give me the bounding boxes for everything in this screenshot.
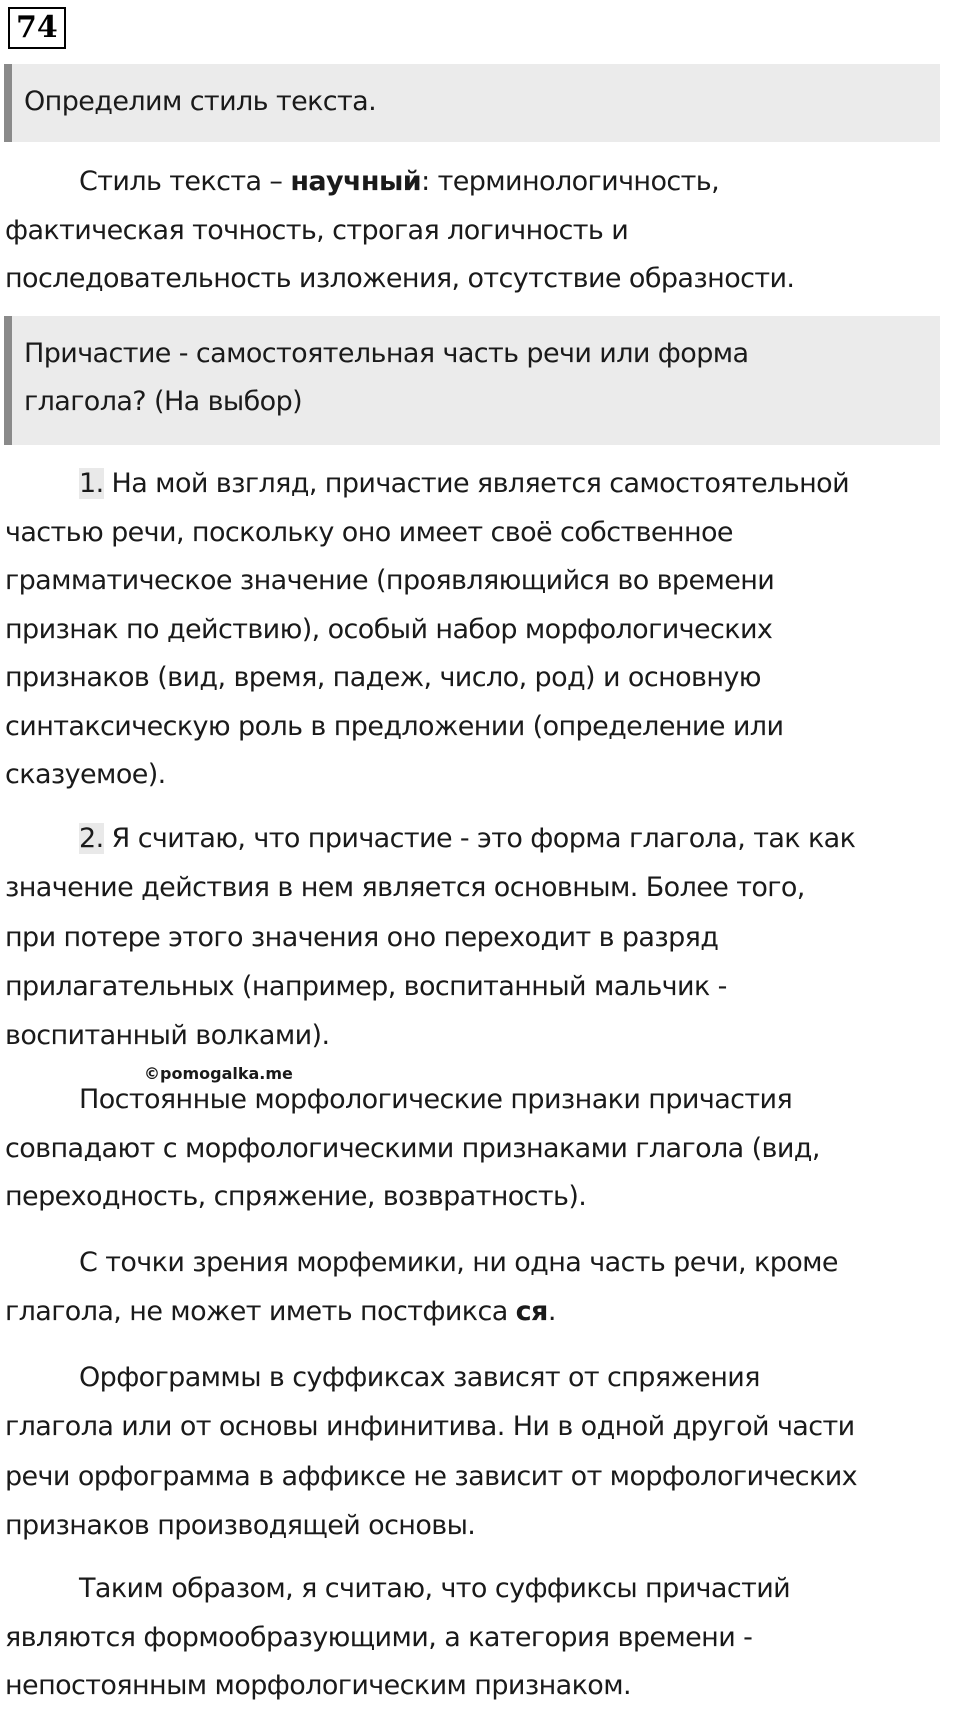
text-line: фактическая точность, строгая логичность и	[5, 214, 629, 246]
paragraph-text-style	[5, 158, 955, 304]
text-line: частью речи, поскольку оно имеет своё собственное	[5, 516, 733, 548]
text-line: последовательность изложения, отсутствие образности.	[5, 263, 795, 294]
paragraph-conclusion	[5, 1565, 955, 1711]
callout-text: Причастие - самостоятельная часть речи или форма	[24, 338, 749, 369]
text-line: являются формообразующими, а категория времени -	[5, 1621, 753, 1653]
paragraph-morph-features	[5, 1076, 955, 1222]
text-line: 1. На мой взгляд, причастие является самостоятельной	[79, 468, 850, 499]
text-line: Таким образом, я считаю, что суффиксы причастий	[79, 1573, 791, 1604]
text-line: признак по действию), особый набор морфологических	[5, 613, 773, 645]
style-name-bold: научный	[290, 166, 422, 197]
text-line: переходность, спряжение, возвратность).	[5, 1181, 587, 1212]
paragraph-option-2	[5, 814, 955, 1060]
text-line: Орфограммы в суффиксах зависят от спряжения	[79, 1362, 760, 1393]
callout-question	[4, 316, 940, 445]
text-line: воспитанный волками).	[5, 1020, 330, 1052]
callout-text: глагола? (На выбор)	[24, 386, 303, 417]
postfix-bold: ся	[515, 1295, 548, 1327]
task-number: 74	[8, 7, 66, 49]
watermark: ©pomogalka.me	[144, 1064, 293, 1083]
text-line: глагола, не может иметь постфикса ся.	[5, 1295, 556, 1327]
text-line: речи орфограмма в аффиксе не зависит от морфологических	[5, 1460, 858, 1492]
option-marker: 1.	[79, 468, 104, 499]
text-line: значение действия в нем является основным. Более того,	[5, 872, 805, 904]
callout-text: Определим стиль текста.	[24, 86, 377, 117]
text-line: 2. Я считаю, что причастие - это форма глагола, так как	[79, 823, 856, 854]
text-line: совпадают с морфологическими признаками глагола (вид,	[5, 1132, 820, 1164]
text-line: сказуемое).	[5, 759, 166, 790]
text-line: при потере этого значения оно переходит в разряд	[5, 921, 719, 953]
text-line: признаков (вид, время, падеж, число, род) и основную	[5, 662, 761, 693]
text-line: непостоянным морфологическим признаком.	[5, 1670, 631, 1701]
text-line: синтаксическую роль в предложении (определение или	[5, 710, 784, 742]
text-line: грамматическое значение (проявляющийся во времени	[5, 565, 775, 596]
callout-define-style	[4, 64, 940, 142]
text-line: прилагательных (например, воспитанный мальчик -	[5, 970, 727, 1002]
paragraph-orthograms	[5, 1353, 955, 1550]
paragraph-postfix	[5, 1239, 955, 1336]
text-line: Стиль текста – научный: терминологичность,	[79, 166, 720, 197]
text-line: признаков производящей основы.	[5, 1509, 476, 1541]
paragraph-option-1	[5, 460, 955, 800]
text-line: Постоянные морфологические признаки причастия	[79, 1084, 793, 1115]
text-line: глагола или от основы инфинитива. Ни в одной другой части	[5, 1411, 855, 1443]
text-line: С точки зрения морфемики, ни одна часть речи, кроме	[79, 1247, 838, 1278]
option-marker: 2.	[79, 823, 104, 854]
